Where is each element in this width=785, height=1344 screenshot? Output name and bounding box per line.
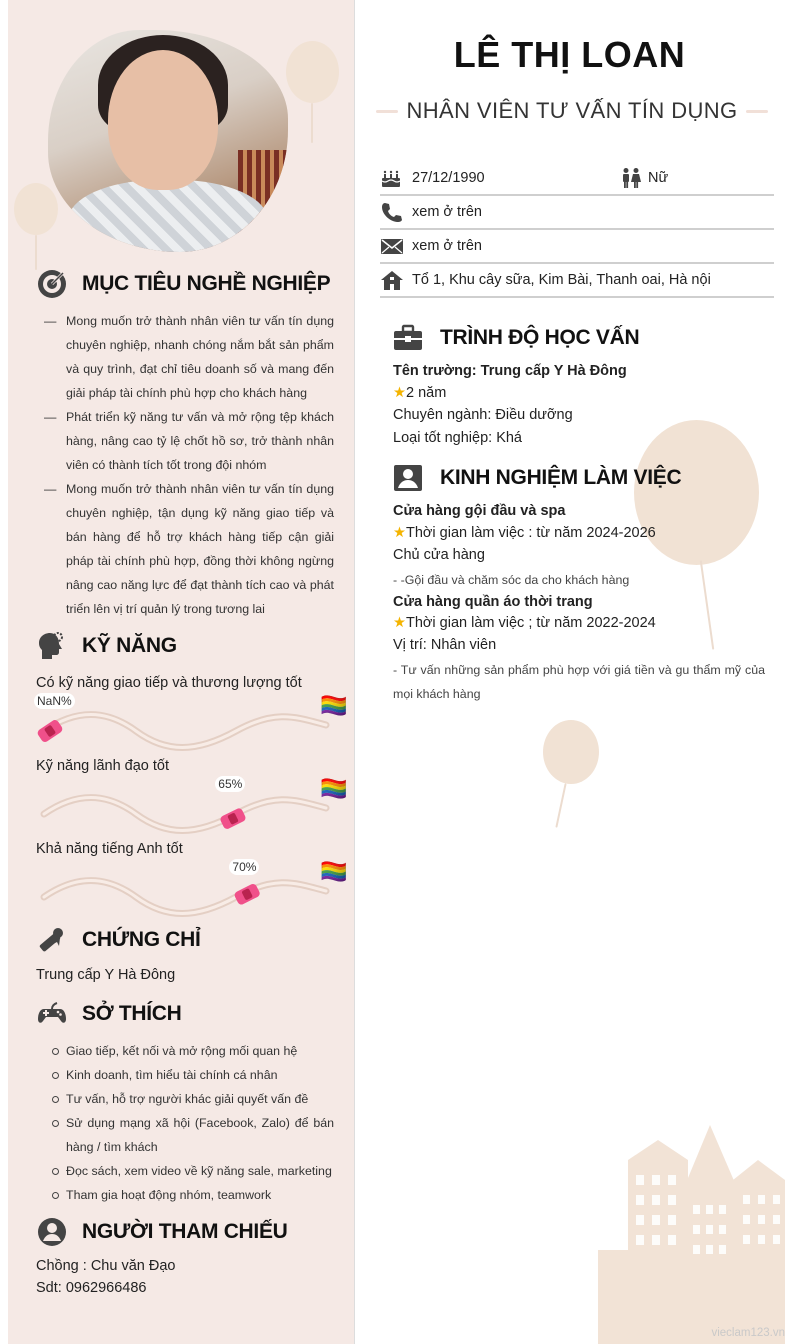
road-path [44,715,326,748]
finish-flag-icon: 🏳️‍🌈 [320,776,348,801]
education-grade: Loại tốt nghiệp: Khá [393,430,522,446]
education-heading [392,322,639,354]
education-duration-row [393,385,446,401]
info-row-address [380,264,774,298]
footer-watermark: vieclam123.vn [711,1327,785,1339]
list-item: Kinh doanh, tìm hiểu tài chính cá nhân [44,1063,334,1087]
head-gear-icon [36,630,68,662]
id-card-icon [392,462,424,494]
education-title: TRÌNH ĐỘ HỌC VẤN [440,326,640,349]
city-buildings-illustration [598,1120,785,1344]
skill-label: Khả năng tiếng Anh tốt [36,841,183,857]
balloon-decoration-icon [286,41,339,103]
education-duration: 2 năm [406,385,447,401]
experience-heading [392,462,681,494]
certificates-heading [36,924,201,956]
star-icon: ★ [393,385,406,401]
hobby-list [44,1039,334,1207]
references-title: NGƯỜI THAM CHIẾU [82,1220,288,1243]
skill-label: Kỹ năng lãnh đạo tốt [36,758,170,774]
list-item: Giao tiếp, kết nối và mở rộng mối quan hệ [44,1039,334,1063]
info-row-birthday-gender [380,162,774,196]
job-period: Thời gian làm việc : từ năm 2024-2026 [406,525,656,541]
job-company: Cửa hàng gội đầu và spa [393,503,566,519]
list-item: Tham gia hoạt động nhóm, teamwork [44,1183,334,1207]
job-role: Vị trí: Nhân viên [393,637,497,653]
candidate-name: LÊ THỊ LOAN [453,34,686,75]
birthday-text: 27/12/1990 [412,170,485,186]
experience-title: KINH NGHIỆM LÀM VIỆC [440,466,682,489]
skills-heading [36,630,177,662]
objective-title: MỤC TIÊU NGHỀ NGHIỆP [82,272,331,295]
road-path [44,881,326,914]
certificate-icon [36,924,68,956]
education-major: Chuyên ngành: Điều dưỡng [393,407,573,423]
job-period-row [393,615,656,631]
briefcase-icon [392,322,424,354]
job-period: Thời gian làm việc ; từ năm 2022-2024 [406,615,656,631]
avatar [48,30,288,252]
mail-icon [380,233,412,259]
job-description: - -Gội đầu và chăm sóc da cho khách hàng [393,573,630,587]
skill-road [36,691,356,755]
references-heading [36,1216,288,1248]
hobbies-title: SỞ THÍCH [82,1002,182,1025]
gender-text: Nữ [648,170,669,186]
skill-percent: 70% [229,859,259,875]
job-role: Chủ cửa hàng [393,547,485,563]
reference-line: Sdt: 0962966486 [36,1280,147,1296]
skill-item [36,841,356,921]
gamepad-icon [36,998,68,1030]
finish-flag-icon: 🏳️‍🌈 [320,859,348,884]
skill-percent: NaN% [34,693,75,709]
list-item: Tư vấn, hỗ trợ người khác giải quyết vấn đề [44,1087,334,1111]
column-divider [354,0,355,1344]
target-icon [36,268,68,300]
info-row-phone [380,196,774,230]
skill-item [36,758,356,838]
education-school: Tên trường: Trung cấp Y Hà Đông [393,363,627,379]
skill-road [36,774,356,838]
phone-icon [380,199,412,225]
objective-list [44,309,334,621]
balloon-decoration-icon [14,183,58,235]
certificate-item: Trung cấp Y Hà Đông [36,967,176,983]
balloon-string [35,235,37,270]
balloon-decoration-icon [543,720,599,784]
star-icon: ★ [393,525,406,541]
skill-percent: 65% [215,776,245,792]
objective-heading [36,268,330,300]
job-company: Cửa hàng quần áo thời trang [393,594,593,610]
balloon-string [555,783,566,827]
job-period-row [393,525,656,541]
job-title-row [376,98,768,124]
balloon-string [311,103,313,143]
person-circle-icon [36,1216,68,1248]
home-icon [380,267,412,293]
list-item: — Phát triển kỹ năng tư vấn và mở rộng tệp khách hàng, nâng cao tỷ lệ chốt hồ sơ, trở thành nhân viên có thành tích tốt trong đội nhóm [44,405,334,477]
finish-flag-icon: 🏳️‍🌈 [320,693,348,718]
birthday-cake-icon [380,165,412,191]
skill-road [36,857,356,921]
list-item: — Mong muốn trở thành nhân viên tư vấn tín dụng chuyên nghiệp, nhanh chóng nắm bắt sản phẩm và quy trình, đạt chỉ tiêu doanh số và mang đến giải pháp tài chính phù hợp cho khách hàng [44,309,334,405]
list-item: — Mong muốn trở thành nhân viên tư vấn tín dụng chuyên nghiệp, tận dụng kỹ năng giao tiếp và bán hàng để hỗ trợ khách hàng tiếp cận giải pháp tài chính phù hợp, đồng thời không ngừng nâng cao năng lực để đạt thành tích cao và phát triển lên vị trí quản lý trong tương lai [44,477,334,621]
hobbies-heading [36,998,182,1030]
certificates-title: CHỨNG CHỈ [82,928,201,951]
list-item: Đọc sách, xem video về kỹ năng sale, marketing [44,1159,334,1183]
email-text: xem ở trên [412,238,482,254]
job-title: NHÂN VIÊN TƯ VẤN TÍN DỤNG [406,98,738,123]
skill-label: Có kỹ năng giao tiếp và thương lượng tốt [36,675,302,691]
road-path [44,798,326,831]
job-description: - Tư vấn những sản phẩm phù hợp với giá tiền và gu thẩm mỹ của mọi khách hàng [393,663,765,701]
reference-line: Chồng : Chu văn Đạo [36,1258,176,1274]
address-text: Tổ 1, Khu cây sữa, Kim Bài, Thanh oai, Hà nội [412,272,711,288]
list-item: Sử dụng mạng xã hội (Facebook, Zalo) để bán hàng / tìm khách [44,1111,334,1159]
phone-text: xem ở trên [412,204,482,220]
info-row-email [380,230,774,264]
gender-icon [620,165,648,191]
skill-item [36,675,356,755]
skills-title: KỸ NĂNG [82,634,177,657]
star-icon: ★ [393,615,406,631]
